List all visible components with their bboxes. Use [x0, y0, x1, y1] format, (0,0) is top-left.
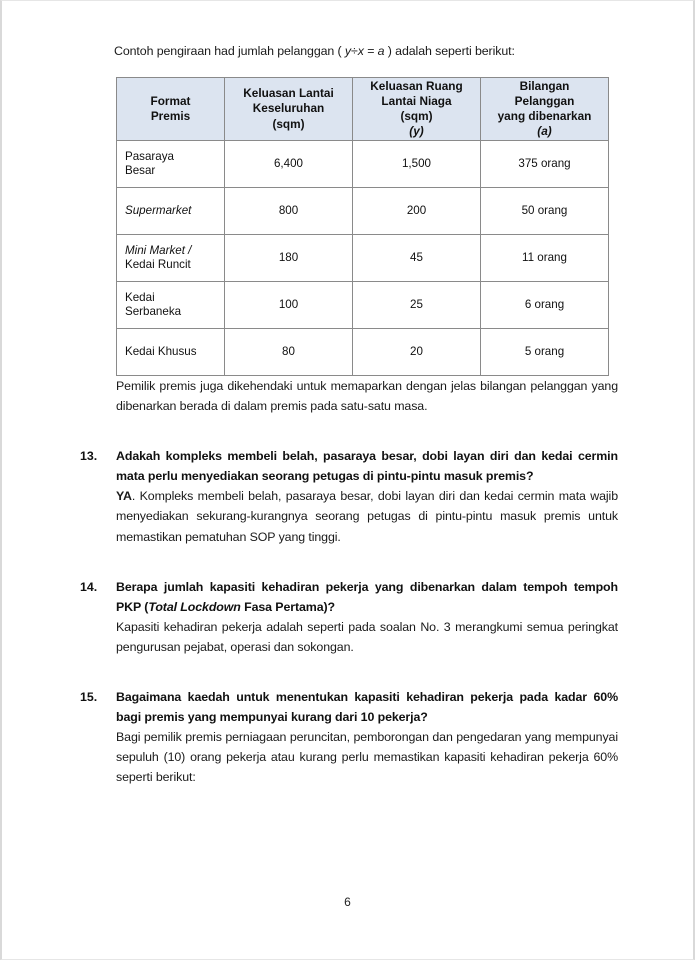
cell-ruang-lantai-niaga: 25 — [353, 281, 481, 328]
row0-fmt-line0: Pasaraya — [125, 149, 174, 163]
formula-equals: = — [367, 44, 375, 58]
cell-bilangan-pelanggan: 50 orang — [481, 187, 609, 234]
col-header-format-premis — [117, 77, 225, 140]
question-13-text: Adakah kompleks membeli belah, pasaraya besar, dobi layan diri dan kedai cermin mata perlu menyediakan seorang petugas di pintu-pintu masuk premis? — [116, 449, 618, 484]
col3-line0: Bilangan Pelanggan — [514, 78, 575, 108]
row3-fmt-line1: Serbaneka — [125, 304, 182, 318]
formula-var-x: x — [357, 44, 364, 58]
col2-line1: Lantai Niaga — [381, 93, 452, 108]
question-13 — [80, 446, 618, 486]
row2-fmt-line1: Kedai Runcit — [125, 257, 191, 271]
table-row — [117, 140, 609, 187]
table-row — [117, 234, 609, 281]
col3-line1: yang dibenarkan — [497, 108, 592, 123]
question-14-number: 14. — [80, 579, 98, 594]
col2-line2: (sqm) — [400, 108, 433, 123]
question-15-text: Bagaimana kaedah untuk menentukan kapasiti kehadiran pekerja pada kadar 60% bagi premis yang mempunyai kurang dari 10 pekerja? — [116, 690, 618, 725]
col2-line0: Keluasan Ruang — [370, 78, 463, 93]
answer-13-lead: YA — [116, 489, 132, 504]
table-row — [117, 328, 609, 375]
row1-fmt-line0: Supermarket — [125, 203, 192, 217]
table-body — [117, 140, 609, 375]
row3-fmt-line0: Kedai — [125, 290, 155, 304]
cell-lantai-keseluruhan: 180 — [225, 234, 353, 281]
after-table-paragraph: Pemilik premis juga dikehendaki untuk memaparkan dengan jelas bilangan pelanggan yang dibenarkan berada di dalam premis pada satu-satu masa. — [116, 378, 618, 414]
row4-fmt-line0: Kedai Khusus — [125, 344, 197, 358]
table-row — [117, 187, 609, 234]
customer-limit-table-wrapper — [116, 77, 608, 376]
question-15-number: 15. — [80, 690, 98, 705]
intro-text-after: ) adalah seperti berikut: — [384, 44, 515, 58]
cell-format-premis — [117, 281, 225, 328]
page-content — [80, 43, 618, 787]
cell-bilangan-pelanggan: 11 orang — [481, 234, 609, 281]
answer-15: Bagi pemilik premis perniagaan peruncitan, pemborongan dan pengedaran yang mempunyai sepuluh (10) orang pekerja atau kurang perlu memastikan kapasiti kehadiran pekerja 60% seperti berikut: — [116, 730, 618, 785]
intro-paragraph — [114, 43, 618, 61]
page-number: 6 — [344, 895, 351, 909]
cell-ruang-lantai-niaga: 1,500 — [353, 140, 481, 187]
col-header-bilangan-pelanggan — [481, 77, 609, 140]
cell-format-premis — [117, 140, 225, 187]
cell-bilangan-pelanggan: 5 orang — [481, 328, 609, 375]
col0-line1: Premis — [150, 108, 191, 123]
question-14-part1: Berapa jumlah kapasiti kehadiran pekerja yang dibenarkan dalam tempoh tempoh PKP ( — [116, 579, 618, 614]
cell-lantai-keseluruhan: 6,400 — [225, 140, 353, 187]
question-15 — [80, 687, 618, 727]
cell-lantai-keseluruhan: 80 — [225, 328, 353, 375]
table-header-row — [117, 77, 609, 140]
question-14-part2: Fasa Pertama)? — [240, 599, 336, 614]
question-13-number: 13. — [80, 449, 98, 464]
table-row — [117, 281, 609, 328]
col1-line2: (sqm) — [272, 116, 305, 131]
cell-bilangan-pelanggan: 6 orang — [481, 281, 609, 328]
question-14-text — [116, 577, 618, 617]
answer-14: Kapasiti kehadiran pekerja adalah seperti pada soalan No. 3 merangkumi semua peringkat pengurusan pejabat, operasi dan sokongan. — [116, 619, 618, 654]
cell-ruang-lantai-niaga: 45 — [353, 234, 481, 281]
col-header-keluasan-ruang-lantai-niaga — [353, 77, 481, 140]
formula-var-y: y — [344, 44, 352, 58]
cell-ruang-lantai-niaga: 20 — [353, 328, 481, 375]
col3-symbol-a: (a) — [537, 124, 552, 139]
col-header-keluasan-lantai-keseluruhan — [225, 77, 353, 140]
cell-format-premis — [117, 328, 225, 375]
question-14 — [80, 577, 618, 617]
intro-text-before: Contoh pengiraan had jumlah pelanggan ( — [114, 44, 345, 58]
answer-13 — [116, 486, 618, 546]
cell-bilangan-pelanggan: 375 orang — [481, 140, 609, 187]
cell-format-premis — [117, 234, 225, 281]
table-header — [117, 77, 609, 140]
col0-line0: Format — [150, 93, 191, 108]
col2-symbol-y: (y) — [409, 124, 424, 139]
cell-ruang-lantai-niaga: 200 — [353, 187, 481, 234]
customer-limit-table — [116, 77, 609, 376]
row2-fmt-line0: Mini Market / — [125, 243, 192, 257]
cell-lantai-keseluruhan: 800 — [225, 187, 353, 234]
col1-line0: Keluasan Lantai — [243, 86, 334, 101]
cell-format-premis — [117, 187, 225, 234]
formula-var-a: a — [377, 44, 385, 58]
question-14-emphasis: Total Lockdown — [148, 599, 241, 614]
row0-fmt-line1: Besar — [125, 163, 156, 177]
answer-13-rest: . Kompleks membeli belah, pasaraya besar, dobi layan diri dan kedai cermin mata wajib menyediakan sekurang-kurangnya seorang petugas di pintu-pintu masuk premis untuk memastikan pematuhan SOP yang tinggi. — [116, 489, 618, 544]
col1-line1: Keseluruhan — [252, 101, 325, 116]
formula-divide: ÷ — [351, 44, 358, 58]
cell-lantai-keseluruhan: 100 — [225, 281, 353, 328]
